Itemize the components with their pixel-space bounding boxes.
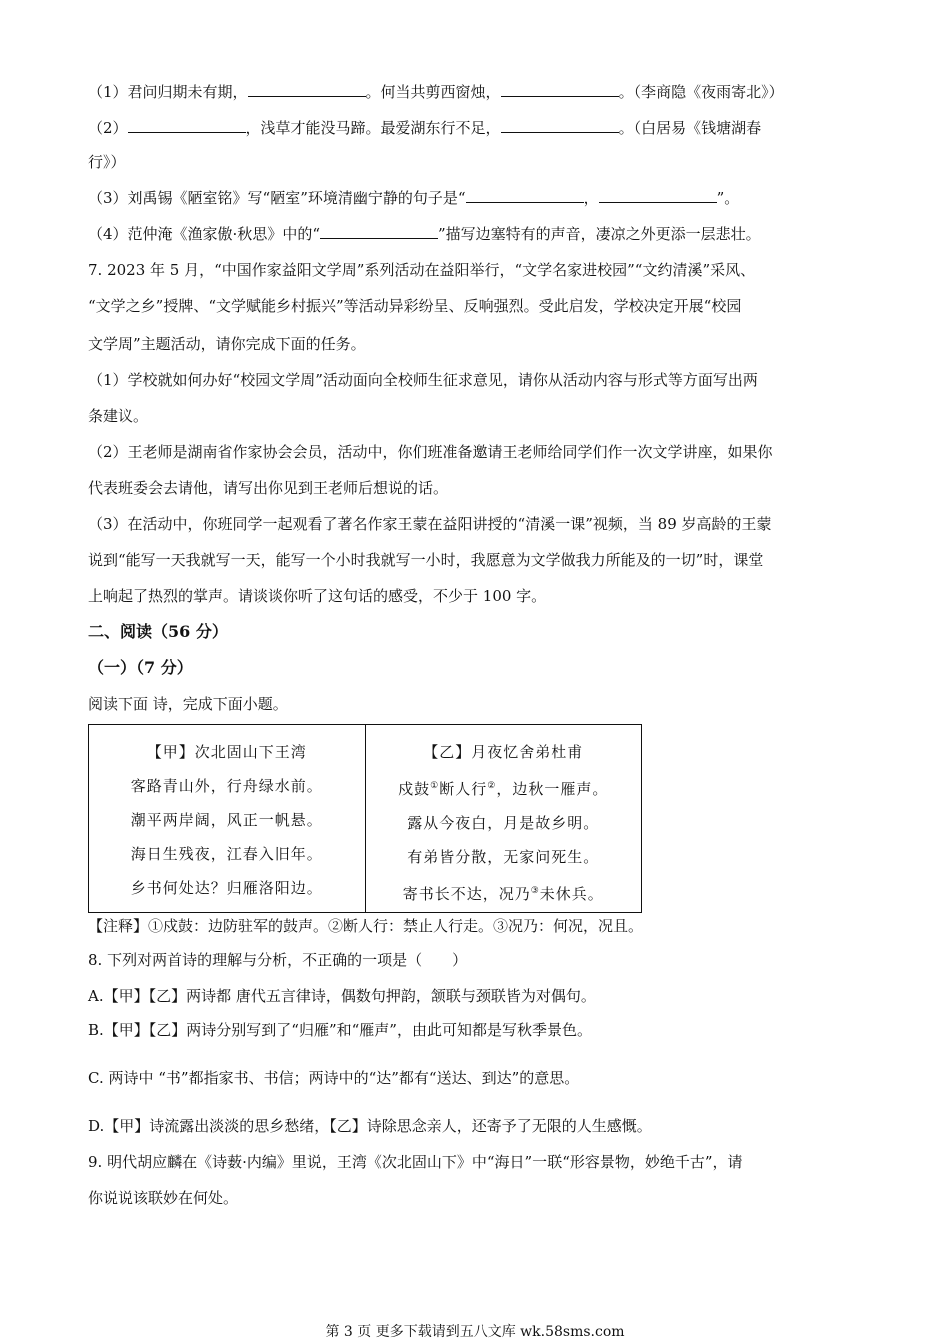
- poem-jia: [89, 725, 366, 913]
- q8-option-a[interactable]: A.【甲】【乙】两诗都 唐代五言律诗，偶数句押韵，颔联与颈联皆为对偶句。: [88, 987, 596, 1005]
- q7-line: “文学之乡”授牌、“文学赋能乡村振兴”等活动异彩纷呈、反响强烈。受此启发，学校决定开展“校园: [88, 297, 742, 315]
- q9-line: 你说说该联妙在何处。: [88, 1189, 239, 1207]
- q7-line: 文学周”主题活动，请你完成下面的任务。: [88, 335, 366, 353]
- q7-line: 条建议。: [88, 407, 149, 425]
- q7-line: 上响起了热烈的掌声。请谈谈你听了这句话的感受，不少于 100 字。: [88, 587, 547, 605]
- footnote-marker: ②: [487, 781, 497, 791]
- poem-line: 海日生残夜，江春入旧年。: [130, 845, 323, 863]
- q8-option-c[interactable]: C. 两诗中 “书”都指家书、书信；两诗中的“达”都有“送达、到达”的意思。: [88, 1069, 580, 1087]
- answer-blank[interactable]: [501, 118, 619, 133]
- poem-title: 【乙】月夜忆舍弟杜甫: [423, 743, 584, 761]
- poem-line: 潮平两岸阔，风正一帆悬。: [130, 811, 323, 829]
- q6-item-2: [88, 118, 761, 138]
- q8-option-b[interactable]: B.【甲】【乙】两诗分别写到了“归雁”和“雁声”，由此可知都是写秋季景色。: [88, 1021, 592, 1039]
- text: ”描写边塞特有的声音，凄凉之外更添一层悲壮。: [437, 225, 761, 243]
- poem-line: [367, 769, 641, 806]
- section-title: 二、阅读（56 分）: [88, 622, 228, 641]
- footnote-marker: ③: [530, 886, 540, 896]
- text: （3）刘禹锡《陋室铭》写“陋室”环境清幽宁静的句子是“: [88, 189, 466, 207]
- text: 寄书长不达，况乃: [402, 885, 531, 903]
- q7-line: 代表班委会去请他，请写出你见到王老师后想说的话。: [88, 479, 449, 497]
- text: ，: [583, 189, 599, 207]
- q6-item-4: [88, 224, 761, 244]
- text: 。（白居易《钱塘湖春: [618, 119, 762, 137]
- text: （4）范仲淹《渔家傲·秋思》中的“: [88, 225, 320, 243]
- subsection-title: （一）（7 分）: [88, 658, 193, 677]
- answer-blank[interactable]: [501, 82, 619, 97]
- poem-line: 露从今夜白，月是故乡明。: [407, 814, 600, 832]
- text: ，浅草才能没马蹄。最爱湖东行不足，: [245, 119, 501, 137]
- annotation-note: 【注释】①戍鼓：边防驻军的鼓声。②断人行：禁止人行走。③况乃：何况，况且。: [88, 917, 644, 935]
- text: 戍鼓: [398, 780, 431, 798]
- q7-line: 说到“能写一天我就写一天，能写一个小时我就写一小时，我愿意为文学做我力所能及的一切”时，课堂: [88, 551, 764, 569]
- q7-line: 7. 2023 年 5 月，“中国作家益阳文学周”系列活动在益阳举行，“文学名家进校园”“文约清溪”采风、: [88, 261, 756, 279]
- poem-title: 【甲】次北固山下王湾: [146, 743, 307, 761]
- q8-stem: 8. 下列对两首诗的理解与分析，不正确的一项是（ ）: [88, 951, 468, 969]
- reading-intro: 阅读下面 诗，完成下面小题。: [88, 695, 288, 713]
- answer-blank[interactable]: [599, 188, 717, 203]
- q8-option-d[interactable]: D.【甲】诗流露出淡淡的思乡愁绪，【乙】诗除思念亲人，还寄予了无限的人生感慨。: [88, 1117, 652, 1135]
- poem-yi: [365, 725, 642, 913]
- q6-item-3: [88, 188, 739, 208]
- q6-item-1: [88, 82, 784, 102]
- poem-line: [367, 874, 641, 911]
- text: 。（李商隐《夜雨寄北》）: [618, 83, 784, 101]
- q7-line: （2）王老师是湖南省作家协会会员，活动中，你们班准备邀请王老师给同学们作一次文学讲座，如果你: [88, 443, 773, 461]
- page-footer: 第 3 页 更多下载请到五八文库 wk.58sms.com: [325, 1324, 625, 1340]
- text: ”。: [716, 189, 740, 207]
- text: 未休兵。: [539, 885, 604, 903]
- q7-line: （3）在活动中，你班同学一起观看了著名作家王蒙在益阳讲授的“清溪一课”视频，当 89 岁高龄的王蒙: [88, 515, 772, 533]
- text: 。何当共剪西窗烛，: [365, 83, 501, 101]
- poem-line: 有弟皆分散，无家问死生。: [407, 848, 600, 866]
- poem-line: 乡书何处达？归雁洛阳边。: [130, 879, 323, 897]
- q9-line: 9. 明代胡应麟在《诗薮·内编》里说，王湾《次北固山下》中“海日”一联“形容景物，妙绝千古”，请: [88, 1153, 743, 1171]
- text: （2）: [88, 119, 128, 137]
- poems-table: [88, 724, 642, 913]
- q7-line: （1）学校就如何办好“校园文学周”活动面向全校师生征求意见，请你从活动内容与形式等方面写出两: [88, 371, 758, 389]
- answer-blank[interactable]: [320, 224, 438, 239]
- text: ，边秋一雁声。: [496, 780, 609, 798]
- text: 断人行: [439, 780, 488, 798]
- footnote-marker: ①: [430, 781, 440, 791]
- text: （1）君问归期未有期，: [88, 83, 248, 101]
- answer-blank[interactable]: [248, 82, 366, 97]
- poem-line: 客路青山外，行舟绿水前。: [130, 777, 323, 795]
- q6-item-2-cont: 行》）: [88, 153, 126, 171]
- answer-blank[interactable]: [128, 118, 246, 133]
- answer-blank[interactable]: [466, 188, 584, 203]
